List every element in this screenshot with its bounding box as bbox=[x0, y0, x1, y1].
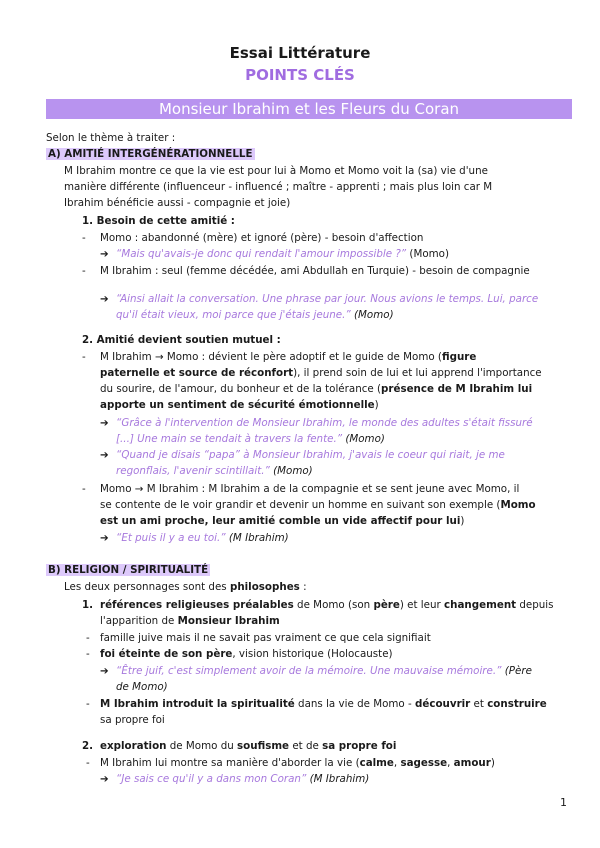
quote: regonflais, l'avenir scintillait.” (Momo) bbox=[116, 465, 313, 477]
bullet-text: est un ami proche, leur amitié comble un vide affectif pour lui) bbox=[100, 515, 465, 527]
bullet-dash: - bbox=[82, 351, 86, 363]
bullet-text: Momo → M Ibrahim : M Ibrahim a de la compagnie et se sent jeune avec Momo, il bbox=[100, 483, 520, 495]
arrow-icon: ➔ bbox=[100, 665, 109, 677]
arrow-icon: ➔ bbox=[100, 293, 109, 305]
bullet-text: paternelle et source de réconfort), il prend soin de lui et lui apprend l'importance bbox=[100, 367, 542, 379]
bullet-dash: - bbox=[86, 632, 90, 644]
document-subtitle: POINTS CLÉS bbox=[245, 66, 355, 84]
arrow-icon: ➔ bbox=[100, 773, 109, 785]
intro-text: Selon le thème à traiter : bbox=[46, 132, 176, 144]
page-number: 1 bbox=[560, 796, 567, 809]
arrow-icon: ➔ bbox=[100, 449, 109, 461]
quote: “Je sais ce qu'il y a dans mon Coran” (M Ibrahim) bbox=[116, 773, 370, 785]
section-a-paragraph-line: M Ibrahim montre ce que la vie est pour lui à Momo et Momo voit la (sa) vie d'une bbox=[64, 165, 488, 177]
arrow-icon: ➔ bbox=[100, 417, 109, 429]
quote: qu'il était vieux, moi parce que j'étais jeune.” (Momo) bbox=[116, 309, 394, 321]
bullet-dash: - bbox=[86, 648, 90, 660]
list-item-text: exploration de Momo du soufisme et de sa propre foi bbox=[100, 740, 397, 752]
section-a-paragraph-line: Ibrahim bénéficie aussi - compagnie et joie) bbox=[64, 197, 291, 209]
list-number: 2. bbox=[82, 740, 94, 752]
bullet-text: du sourire, de l'amour, du bonheur et de la tolérance (présence de M Ibrahim lui bbox=[100, 383, 533, 395]
bullet-text: se contente de le voir grandir et devenir un homme en suivant son exemple (Momo bbox=[100, 499, 536, 511]
bullet-text: Momo : abandonné (mère) et ignoré (père) - besoin d'affection bbox=[100, 232, 424, 244]
bullet-dash: - bbox=[82, 483, 86, 495]
list-item-text: l'apparition de Monsieur Ibrahim bbox=[100, 615, 280, 627]
list-item-text: références religieuses préalables de Momo (son père) et leur changement depuis bbox=[100, 599, 554, 611]
quote: “Être juif, c'est simplement avoir de la mémoire. Une mauvaise mémoire.” (Père bbox=[116, 665, 532, 677]
subsection-heading: 2. Amitié devient soutien mutuel : bbox=[82, 334, 281, 346]
bullet-dash: - bbox=[86, 757, 90, 769]
bullet-text: sa propre foi bbox=[100, 714, 165, 726]
arrow-icon: ➔ bbox=[100, 248, 109, 260]
bullet-text: famille juive mais il ne savait pas vraiment ce que cela signifiait bbox=[100, 632, 431, 644]
quote: “Et puis il y a eu toi.” (M Ibrahim) bbox=[116, 532, 289, 544]
bullet-dash: - bbox=[82, 232, 86, 244]
bullet-text: M Ibrahim introduit la spiritualité dans la vie de Momo - découvrir et construire bbox=[100, 698, 547, 710]
bullet-text: M Ibrahim lui montre sa manière d'aborder la vie (calme, sagesse, amour) bbox=[100, 757, 495, 769]
subsection-heading: 1. Besoin de cette amitié : bbox=[82, 215, 235, 227]
bullet-text: foi éteinte de son père, vision historique (Holocauste) bbox=[100, 648, 393, 660]
quote: “Quand je disais “papa” à Monsieur Ibrahim, j'avais le coeur qui riait, je me bbox=[116, 449, 505, 461]
arrow-icon: ➔ bbox=[100, 532, 109, 544]
quote: “Ainsi allait la conversation. Une phrase par jour. Nous avions le temps. Lui, parce bbox=[116, 293, 539, 305]
bullet-dash: - bbox=[82, 265, 86, 277]
bullet-text: apporte un sentiment de sécurité émotionnelle) bbox=[100, 399, 379, 411]
quote-source: de Momo) bbox=[116, 681, 168, 693]
list-number: 1. bbox=[82, 599, 94, 611]
section-b-intro: Les deux personnages sont des philosophes : bbox=[64, 581, 307, 593]
quote: “Mais qu'avais-je donc qui rendait l'amour impossible ?” (Momo) bbox=[116, 248, 449, 260]
section-a-heading: A) AMITIÉ INTERGÉNÉRATIONNELLE bbox=[48, 148, 253, 160]
section-a-paragraph-line: manière différente (influenceur - influencé ; maître - apprenti ; mais plus loin car M bbox=[64, 181, 493, 193]
bullet-text: M Ibrahim → Momo : dévient le père adoptif et le guide de Momo (figure bbox=[100, 351, 477, 363]
bullet-dash: - bbox=[86, 698, 90, 710]
section-b-heading: B) RELIGION / SPIRITUALITÉ bbox=[48, 564, 209, 576]
topic-banner: Monsieur Ibrahim et les Fleurs du Coran bbox=[46, 99, 572, 119]
bullet-text: M Ibrahim : seul (femme décédée, ami Abdullah en Turquie) - besoin de compagnie bbox=[100, 265, 530, 277]
quote: “Grâce à l'intervention de Monsieur Ibrahim, le monde des adultes s'était fissuré bbox=[116, 417, 533, 429]
document-title: Essai Littérature bbox=[229, 44, 371, 62]
quote: [...] Une main se tendait à travers la fente.” (Momo) bbox=[116, 433, 385, 445]
